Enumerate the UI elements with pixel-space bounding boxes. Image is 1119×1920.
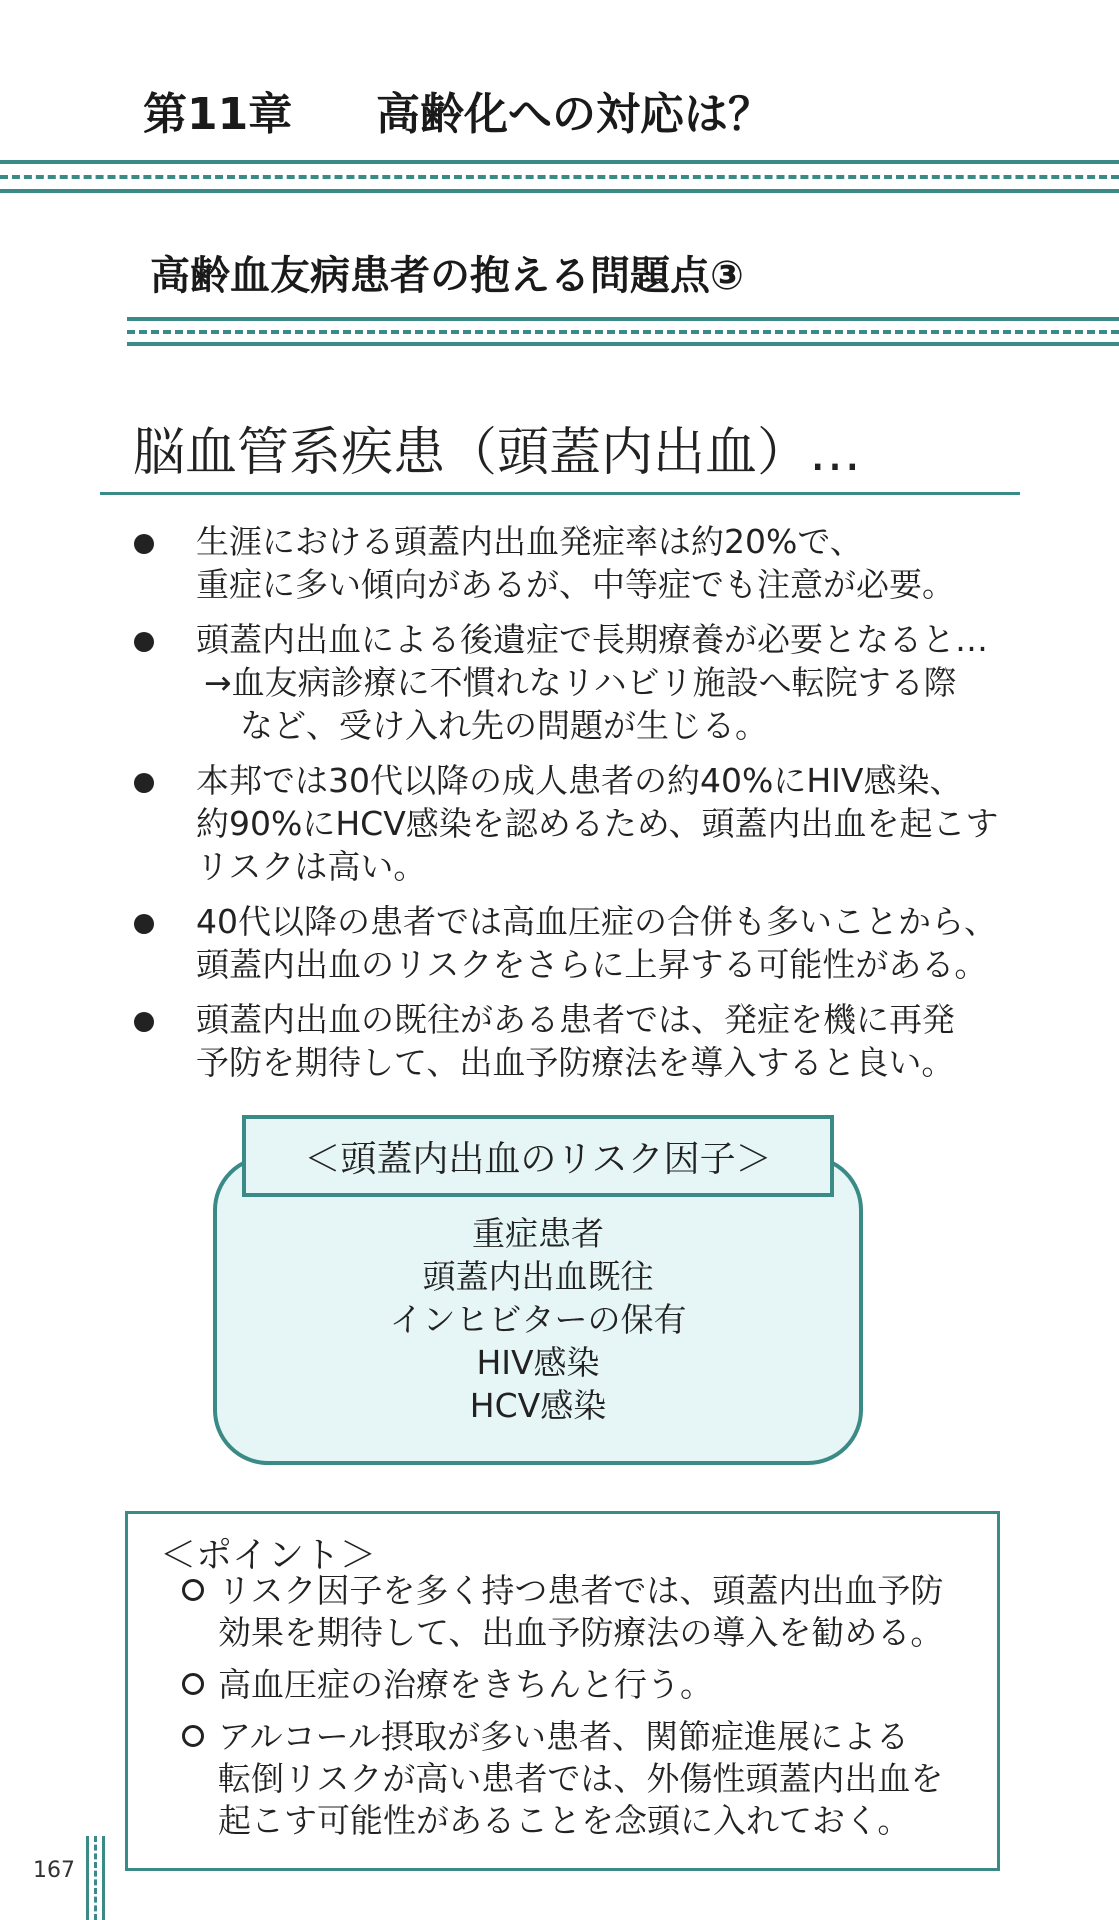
chapter-heading [143,78,772,142]
section-rule-dashed [127,330,1119,334]
point-item [182,1570,982,1654]
bullet-line: 本邦では30代以降の成人患者の約40%にHIV感染、 [196,761,963,800]
risk-factor-list [213,1212,863,1427]
point-line: 転倒リスクが高い患者では、外傷性頭蓋内出血を [218,1759,944,1798]
bullet-item [130,759,1010,888]
point-line: リスク因子を多く持つ患者では、頭蓋内出血予防 [218,1571,944,1610]
risk-factor-item: HIV感染 [476,1343,600,1382]
header-rule-dashed [0,175,1119,179]
risk-factor-item: HCV感染 [469,1386,607,1425]
bullet-item [130,618,1010,747]
margin-rule-dashed [94,1836,97,1920]
section-rule-top [127,317,1119,321]
circle-marker-icon [182,1725,204,1747]
bullet-line: →血友病診療に不慣れなリハビリ施設へ転院する際 [204,663,957,702]
section-title: 高齢血友病患者の抱える問題点③ [150,253,744,299]
circle-marker-icon [182,1579,204,1601]
point-list [182,1570,982,1852]
bullet-line: 約90%にHCV感染を認めるため、頭蓋内出血を起こす [196,804,999,843]
bullet-item [130,520,1010,606]
chapter-title: 高齢化への対応は？ [376,89,772,140]
point-line: アルコール摂取が多い患者、関節症進展による [218,1717,910,1756]
risk-factor-item: 頭蓋内出血既往 [422,1257,654,1296]
bullet-line: 重症に多い傾向があるが、中等症でも注意が必要。 [196,565,955,604]
bullet-list [130,520,1010,1096]
bullet-line: 40代以降の患者では高血圧症の合併も多いことから、 [196,902,997,941]
bullet-line: 頭蓋内出血のリスクをさらに上昇する可能性がある。 [196,945,988,984]
topic-title: 脳血管系疾患（頭蓋内出血）… [133,423,862,483]
risk-factor-item: 重症患者 [472,1214,604,1253]
bullet-line: 頭蓋内出血による後遺症で長期療養が必要となると… [196,620,988,659]
bullet-dot-icon [134,914,154,934]
bullet-line: 予防を期待して、出血予防療法を導入すると良い。 [196,1043,955,1082]
bullet-item [130,900,1010,986]
bullet-dot-icon [134,1012,154,1032]
bullet-line: 頭蓋内出血の既往がある患者では、発症を機に再発 [196,1000,955,1039]
margin-rule-left [86,1836,89,1920]
risk-factor-title: ＜頭蓋内出血のリスク因子＞ [242,1115,834,1197]
point-item [182,1664,982,1706]
bullet-line: 生涯における頭蓋内出血発症率は約20%で、 [196,522,863,561]
chapter-number: 第11章 [143,89,293,140]
bullet-line: リスクは高い。 [196,847,427,886]
point-line: 高血圧症の治療をきちんと行う。 [218,1665,713,1704]
page-number: 167 [33,1858,75,1883]
bullet-dot-icon [134,773,154,793]
point-title: ＜ポイント＞ [160,1535,377,1576]
bullet-item [130,998,1010,1084]
risk-factor-item: インヒビターの保有 [389,1300,687,1339]
circle-marker-icon [182,1673,204,1695]
bullet-line: など、受け入れ先の問題が生じる。 [240,706,768,745]
topic-underline [100,492,1020,495]
header-rule-top [0,160,1119,164]
header-rule-bottom [0,189,1119,193]
point-line: 効果を期待して、出血予防療法の導入を勧める。 [218,1613,944,1652]
section-rule-bottom [127,342,1119,346]
point-item [182,1716,982,1842]
margin-rule-right [102,1836,105,1920]
bullet-dot-icon [134,632,154,652]
bullet-dot-icon [134,534,154,554]
point-line: 起こす可能性があることを念頭に入れておく。 [218,1801,911,1840]
